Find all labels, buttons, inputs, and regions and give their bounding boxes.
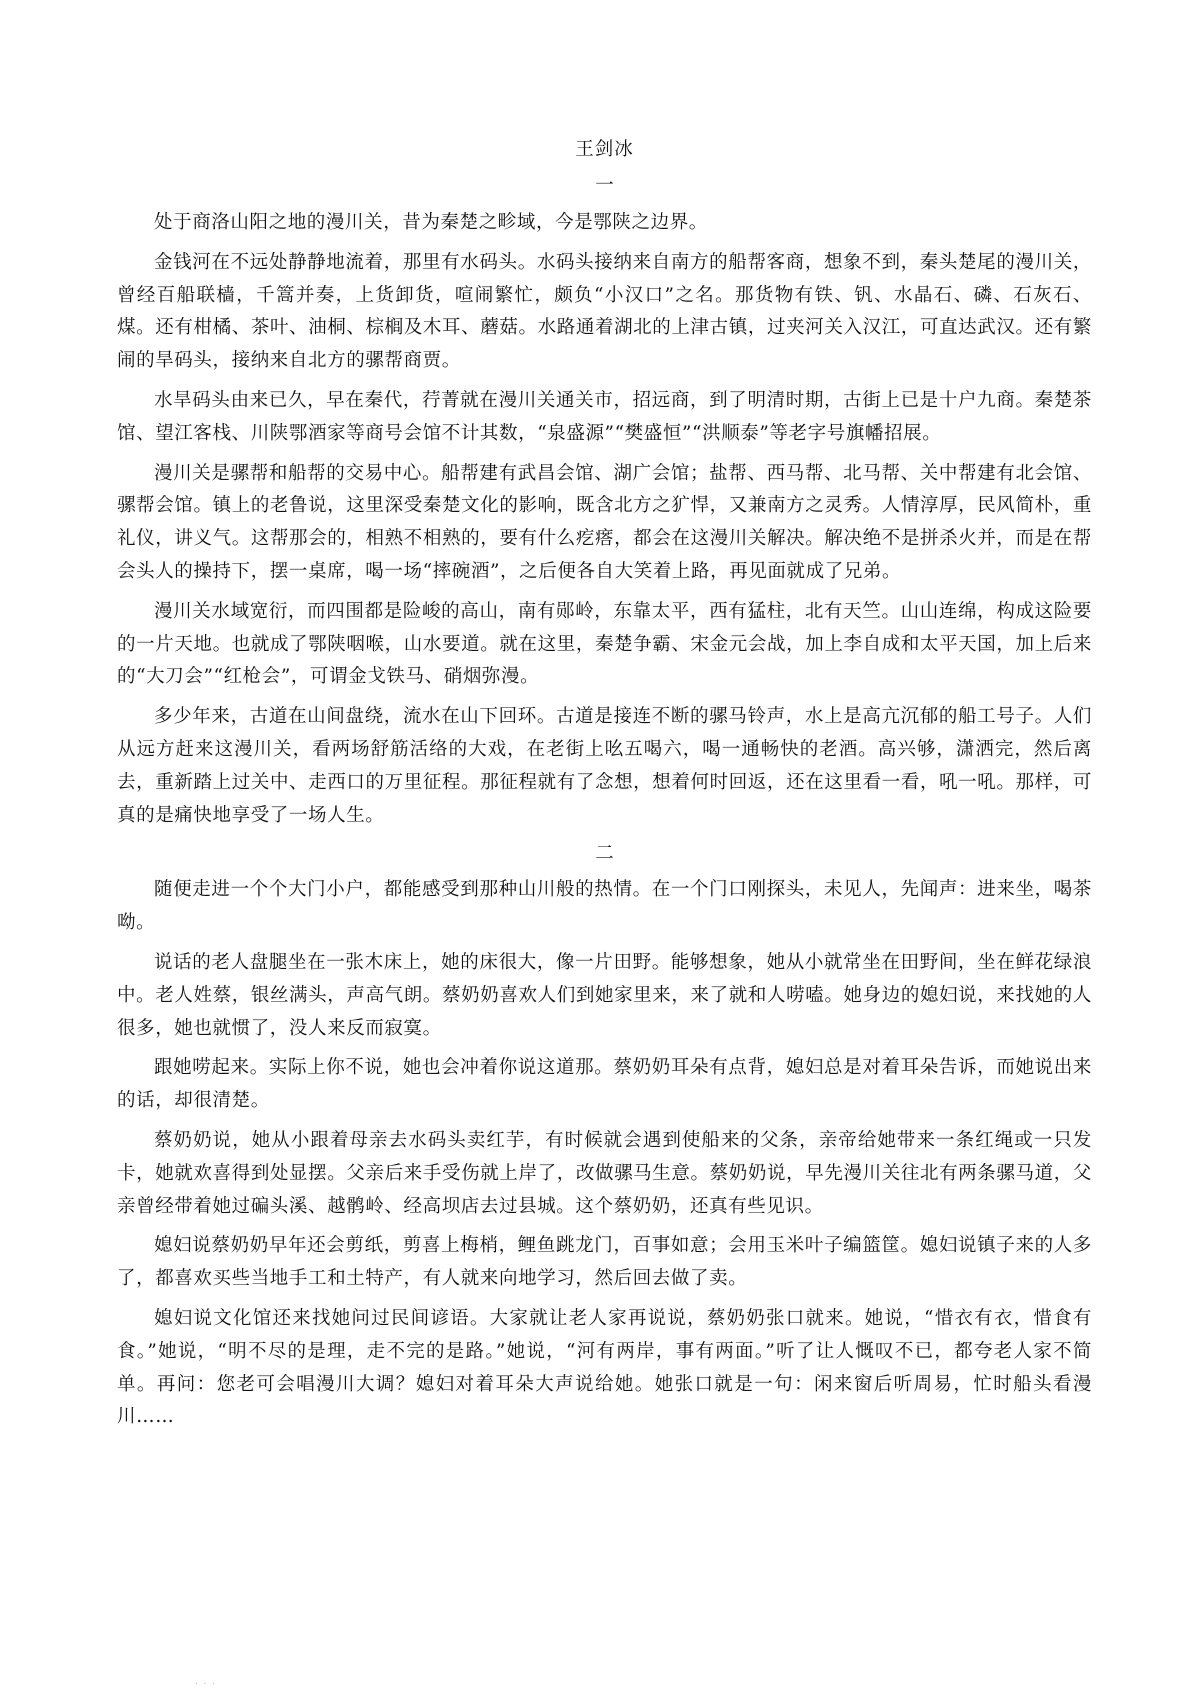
section-heading-two: 二 — [595, 843, 614, 865]
paragraph: 处于商洛山阳之地的漫川关，昔为秦楚之畛域，今是鄂陕之边界。 — [154, 212, 708, 233]
paragraph: 水旱码头由来已久，早在秦代，荇菁就在漫川关通关市，招远商，到了明清时期，古街上已是十户九商。秦楚茶馆、望江客栈、川陕鄂酒家等商号会馆不计其数，“泉盛源”“樊盛恒”“洪顺泰”等老字号旗幡招展。 — [117, 389, 1092, 444]
paragraph: 跟她唠起来。实际上你不说，她也会冲着你说这道那。蔡奶奶耳朵有点背，媳妇总是对着耳朵告诉，而她说出来的话，却很清楚。 — [117, 1057, 1092, 1112]
section-heading-one: 一 — [595, 175, 614, 196]
paragraph: 漫川关是骡帮和船帮的交易中心。船帮建有武昌会馆、湖广会馆；盐帮、西马帮、北马帮、关中帮建有北会馆、骡帮会馆。镇上的老鲁说，这里深受秦楚文化的影响，既含北方之犷悍，又兼南方之灵秀。人情淳厚，民风简朴，重礼仪，讲义气。这帮那会的，相熟不相熟的，要有什么疙瘩，都会在这漫川关解决。解决绝不是拼杀火并，而是在帮会头人的操持下，摆一桌席，喝一场“摔碗酒”，之后便各自大笑着上路，再见面就成了兄弟。 — [117, 462, 1092, 582]
paragraph: 漫川关水域宽衍，而四围都是险峻的高山，南有郧岭，东靠太平，西有猛柱，北有天竺。山山连绵，构成这险要的一片天地。也就成了鄂陕咽喉，山水要道。就在这里，秦楚争霸、宋金元会战，加上李自成和太平天国，加上后来的“大刀会”“红枪会”，可谓金戈铁马、硝烟弥漫。 — [117, 600, 1092, 688]
paragraph: 媳妇说蔡奶奶早年还会剪纸，剪喜上梅梢，鲤鱼跳龙门，百事如意；会用玉米叶子编篮筐。媳妇说镇子来的人多了，都喜欢买些当地手工和土特产，有人就来向地学习，然后回去做了卖。 — [117, 1235, 1092, 1290]
paragraph: 说话的老人盘腿坐在一张木床上，她的床很大，像一片田野。能够想象，她从小就常坐在田野间，坐在鲜花绿浪中。老人姓蔡，银丝满头，声高气朗。蔡奶奶喜欢人们到她家里来，来了就和人唠嗑。她身边的媳妇说，来找她的人很多，她也就惯了，没人来反而寂寞。 — [117, 951, 1092, 1039]
paragraph: 金钱河在不远处静静地流着，那里有水码头。水码头接纳来自南方的船帮客商，想象不到，秦头楚尾的漫川关，曾经百船联樯，千篙并奏，上货卸货，喧闹繁忙，颇负“小汉口”之名。那货物有铁、钒、水晶石、磷、石灰石、煤。还有柑橘、茶叶、油桐、棕榈及木耳、蘑菇。水路通着湖北的上津古镇，过夹河关入汉江，可直达武汉。还有繁闹的旱码头，接纳来自北方的骡帮商贾。 — [117, 251, 1092, 372]
paragraph: 蔡奶奶说，她从小跟着母亲去水码头卖红芋，有时候就会遇到使船来的父条，亲帝给她带来一条红绳或一只发卡，她就欢喜得到处显摆。父亲后来手受伤就上岸了，改做骡马生意。蔡奶奶说，早先漫川关往北有两条骡马道，父亲曾经带着她过碥头溪、越鹘岭、经高坝店去过县城。这个蔡奶奶，还真有些见识。 — [117, 1129, 1092, 1217]
paragraph: 多少年来，古道在山间盘绕，流水在山下回环。古道是接连不断的骡马铃声，水上是高亢沉郁的船工号子。人们从远方赶来这漫川关，看两场舒筋活络的大戏，在老街上吆五喝六，喝一通畅快的老酒。高兴够，潇洒完，然后离去，重新踏上过关中、走西口的万里征程。那征程就有了念想，想着何时回返，还在这里看一看，吼一吼。那样，可真的是痛快地享受了一场人生。 — [117, 706, 1092, 826]
paragraph: 媳妇说文化馆还来找她问过民间谚语。大家就让老人家再说说，蔡奶奶张口就来。她说，“惜衣有衣，惜食有食。”她说，“明不尽的是理，走不完的是路。”她说，“河有两岸，事有两面。”听了让人慨叹不已，都夸老人家不简单。再问：您老可会唱漫川大调？媳妇对着耳朵大声说给她。她张口就是一句：闲来窗后听周易，忙时船头看漫川…… — [117, 1307, 1092, 1428]
paragraph: 随便走进一个个大门小户，都能感受到那种山川般的热情。在一个门口刚探头，未见人，先闻声：进来坐，喝茶呦。 — [117, 879, 1092, 934]
article-body — [117, 135, 1092, 1441]
footer-mark: · · · — [195, 1679, 216, 1690]
author-name: 王剑冰 — [575, 139, 634, 160]
